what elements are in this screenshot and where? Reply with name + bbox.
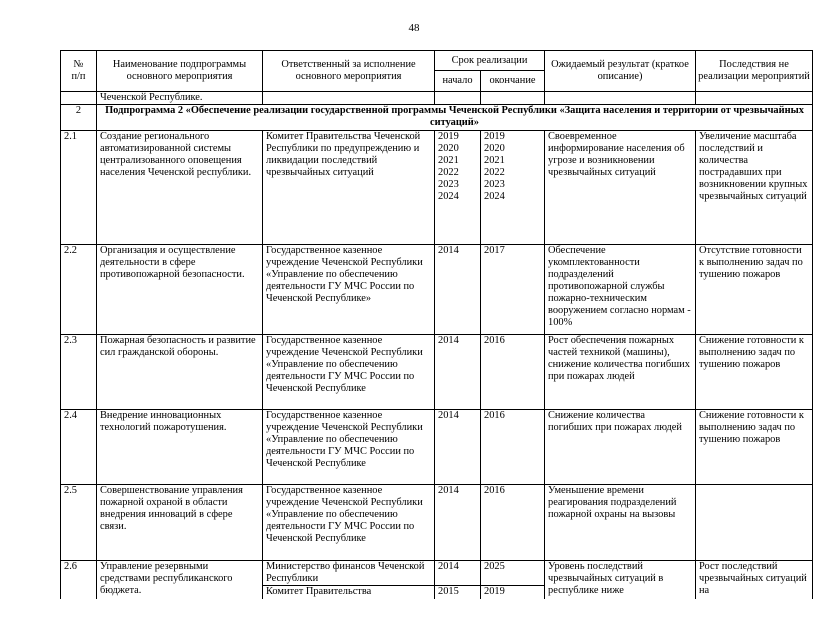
- row-num: 2.4: [61, 410, 97, 485]
- row-num: 2.2: [61, 245, 97, 335]
- header-start: начало: [435, 71, 481, 92]
- row-responsible: Государственное казенное учреждение Чеченской Республики «Управление по обеспечению деятельности ГУ МЧС России по Чеченской Республике»: [263, 245, 435, 335]
- row-consequences: Снижение готовности к выполнению задач по тушению пожаров: [696, 410, 813, 485]
- row-num: 2.3: [61, 335, 97, 410]
- row-num: 2.1: [61, 131, 97, 245]
- table-row: [61, 131, 813, 245]
- activities-table: [60, 50, 813, 599]
- row-end: 2016: [481, 485, 545, 561]
- subprogram-title: Подпрограмма 2 «Обеспечение реализации государственной программы Чеченской Республики «Защита населения и территории от чрезвычайных ситуаций»: [97, 105, 813, 131]
- row-end-years: 2019 2020 2021 2022 2023 2024: [481, 131, 545, 245]
- row-responsible-a: Министерство финансов Чеченской Республики: [266, 561, 425, 584]
- row-result: Уровень последствий чрезвычайных ситуаций в республике ниже: [545, 561, 696, 599]
- row-result: Своевременное информирование населения об угрозе и возникновении чрезвычайных ситуаций: [545, 131, 696, 245]
- row-end: 2016: [481, 335, 545, 410]
- table-row: [61, 561, 813, 599]
- table-row: [61, 485, 813, 561]
- row-responsible: Государственное казенное учреждение Чеченской Республики «Управление по обеспечению деятельности ГУ МЧС России по Чеченской Республике: [263, 335, 435, 410]
- row-consequences: [696, 485, 813, 561]
- row-consequences: Увеличение масштаба последствий и количества пострадавших при возникновении крупных чрезвычайных ситуаций: [696, 131, 813, 245]
- row-responsible-b: Комитет Правительства: [263, 585, 434, 598]
- row-consequences: Рост последствий чрезвычайных ситуаций на: [696, 561, 813, 599]
- table-row: [61, 245, 813, 335]
- subprogram-num: 2: [61, 105, 97, 131]
- row-responsible: Государственное казенное учреждение Чеченской Республики «Управление по обеспечению деятельности ГУ МЧС России по Чеченской Республике: [263, 410, 435, 485]
- row-end: 2016: [481, 410, 545, 485]
- row-name: Пожарная безопасность и развитие сил гражданской обороны.: [97, 335, 263, 410]
- row-name: Управление резервными средствами республиканского бюджета.: [97, 561, 263, 599]
- page-number: 48: [408, 22, 420, 34]
- row-start-years: 2019 2020 2021 2022 2023 2024: [435, 131, 481, 245]
- row-start: 2014 2015: [435, 561, 481, 599]
- row-end: 2017: [481, 245, 545, 335]
- carry-over-row: [61, 92, 813, 105]
- row-responsible: [263, 561, 435, 599]
- row-start: 2014: [435, 485, 481, 561]
- row-result: Уменьшение времени реагирования подразделений пожарной охраны на вызовы: [545, 485, 696, 561]
- row-name: Совершенствование управления пожарной охраной в области внедрения инноваций в сфере связи.: [97, 485, 263, 561]
- header-end: окончание: [481, 71, 545, 92]
- row-result: Снижение количества погибших при пожарах людей: [545, 410, 696, 485]
- row-result: Рост обеспечения пожарных частей техникой (машины), снижение количества погибших при пожарах людей: [545, 335, 696, 410]
- header-responsible: Ответственный за исполнение основного мероприятия: [263, 51, 435, 92]
- row-name: Создание регионального автоматизированной системы централизованного оповещения населения Чеченской республики.: [97, 131, 263, 245]
- table-row: [61, 335, 813, 410]
- row-start: 2014: [435, 410, 481, 485]
- subprogram-row: [61, 105, 813, 131]
- row-name: Внедрение инновационных технологий пожаротушения.: [97, 410, 263, 485]
- row-responsible: Комитет Правительства Чеченской Республики по предупреждению и ликвидации последствий чрезвычайных ситуаций: [263, 131, 435, 245]
- row-start: 2014: [435, 245, 481, 335]
- row-num: 2.6: [61, 561, 97, 599]
- header-consequences: Последствия не реализации мероприятий: [696, 51, 813, 92]
- header-name: Наименование подпрограммы основного мероприятия: [97, 51, 263, 92]
- row-start: 2014: [435, 335, 481, 410]
- header-result: Ожидаемый результат (краткое описание): [545, 51, 696, 92]
- header-period: Срок реализации: [435, 51, 545, 71]
- row-name: Организация и осуществление деятельности в сфере противопожарной безопасности.: [97, 245, 263, 335]
- carry-over-text: Чеченской Республике.: [97, 92, 263, 105]
- row-consequences: Снижение готовности к выполнению задач по тушению пожаров: [696, 335, 813, 410]
- row-num: 2.5: [61, 485, 97, 561]
- table-row: [61, 410, 813, 485]
- row-consequences: Отсутствие готовности к выполнению задач по тушению пожаров: [696, 245, 813, 335]
- row-end: 2025 2019: [481, 561, 545, 599]
- row-result: Обеспечение укомплектованности подразделений противопожарной службы пожарно-техническим вооружением согласно нормам - 100%: [545, 245, 696, 335]
- header-num: № п/п: [61, 51, 97, 92]
- row-responsible: Государственное казенное учреждение Чеченской Республики «Управление по обеспечению деятельности ГУ МЧС России по Чеченской Республике: [263, 485, 435, 561]
